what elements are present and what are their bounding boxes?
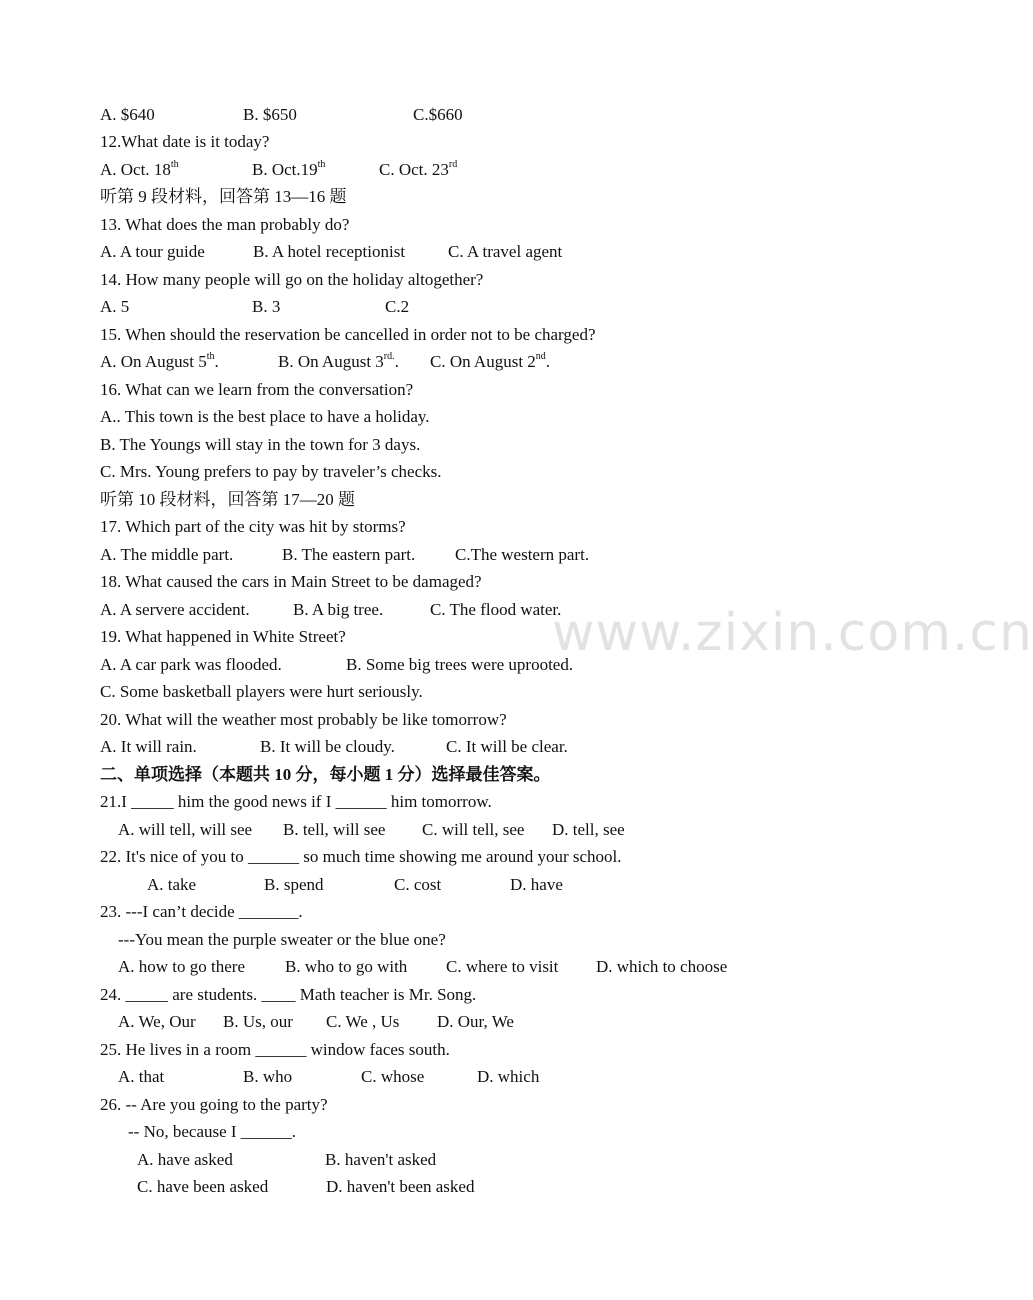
q15-stem: 15. When should the reservation be cancelled in order not to be charged? [100, 325, 596, 344]
part-2-heading: 二、单项选择（本题共 10 分，每小题 1 分）选择最佳答案。 [100, 765, 551, 784]
q14-option-c: C.2 [385, 297, 410, 316]
q21-option-c: C. will tell, see [422, 820, 525, 839]
q19-option-c: C. Some basketball players were hurt seriously. [100, 682, 423, 701]
q24-option-d: D. Our, We [437, 1012, 514, 1031]
q17-option-c: C.The western part. [455, 545, 590, 564]
section-9-heading: 听第 9 段材料，回答第 13—16 题 [100, 187, 347, 206]
q26-stem: 26. -- Are you going to the party? [100, 1095, 328, 1114]
q11-option-b: B. $650 [243, 105, 297, 124]
q25-option-a: A. that [118, 1067, 165, 1086]
q26-reply: -- No, because I ______. [128, 1122, 297, 1141]
watermark: www.zixin.com.cn [552, 603, 1033, 663]
q17-stem: 17. Which part of the city was hit by storms? [100, 517, 406, 536]
q26-option-b: B. haven't asked [325, 1150, 437, 1169]
q23-reply: ---You mean the purple sweater or the blue one? [118, 930, 446, 949]
q24-stem: 24. _____ are students. ____ Math teacher is Mr. Song. [100, 985, 477, 1004]
q19-option-b: B. Some big trees were uprooted. [346, 655, 574, 674]
q21-option-b: B. tell, will see [283, 820, 386, 839]
q18-option-c: C. The flood water. [430, 600, 562, 619]
q21-option-a: A. will tell, will see [118, 820, 253, 839]
q11-option-c: C.$660 [413, 105, 463, 124]
q24-option-b: B. Us, our [223, 1012, 293, 1031]
q19-stem: 19. What happened in White Street? [100, 627, 346, 646]
q23-option-b: B. who to go with [285, 957, 408, 976]
q15-option-a: A. On August 5th. [100, 351, 219, 371]
q17-option-b: B. The eastern part. [282, 545, 416, 564]
q22-option-a: A. take [147, 875, 197, 894]
q12-option-b: B. Oct.19th [252, 159, 326, 179]
q22-option-c: C. cost [394, 875, 442, 894]
q18-stem: 18. What caused the cars in Main Street to be damaged? [100, 572, 482, 591]
q18-option-b: B. A big tree. [293, 600, 384, 619]
q13-option-b: B. A hotel receptionist [253, 242, 406, 261]
q21-option-d: D. tell, see [552, 820, 625, 839]
q23-stem: 23. ---I can’t decide _______. [100, 902, 303, 921]
q15-option-c: C. On August 2nd. [430, 351, 551, 371]
q19-option-a: A. A car park was flooded. [100, 655, 282, 674]
q23-option-a: A. how to go there [118, 957, 246, 976]
q13-stem: 13. What does the man probably do? [100, 215, 350, 234]
q26-option-c: C. have been asked [137, 1177, 269, 1196]
q20-stem: 20. What will the weather most probably be like tomorrow? [100, 710, 507, 729]
q22-option-b: B. spend [264, 875, 324, 894]
q25-option-b: B. who [243, 1067, 293, 1086]
q22-option-d: D. have [510, 875, 563, 894]
q25-option-d: D. which [477, 1067, 540, 1086]
q26-option-a: A. have asked [137, 1150, 233, 1169]
q16-option-a: A.. This town is the best place to have a holiday. [100, 407, 430, 426]
q17-option-a: A. The middle part. [100, 545, 234, 564]
q14-stem: 14. How many people will go on the holiday altogether? [100, 270, 484, 289]
q20-option-a: A. It will rain. [100, 737, 197, 756]
q20-option-b: B. It will be cloudy. [260, 737, 395, 756]
q24-option-a: A. We, Our [118, 1012, 196, 1031]
q22-stem: 22. It's nice of you to ______ so much time showing me around your school. [100, 847, 622, 866]
q16-option-b: B. The Youngs will stay in the town for 3 days. [100, 435, 421, 454]
q15-option-b: B. On August $3^{rd.}$. [278, 351, 399, 371]
q12-option-a: A. Oct. 18th [100, 159, 179, 179]
q23-option-d: D. which to choose [596, 957, 728, 976]
q26-option-d: D. haven't been asked [326, 1177, 475, 1196]
q21-stem: 21.I _____ him the good news if I ______ him tomorrow. [100, 792, 492, 811]
q12-stem: 12.What date is it today? [100, 132, 270, 151]
q13-option-c: C. A travel agent [448, 242, 563, 261]
q14-option-b: B. 3 [252, 297, 281, 316]
q20-option-c: C. It will be clear. [446, 737, 568, 756]
q12-option-c: C. Oct. 23rd [379, 159, 458, 179]
q11-option-a: A. $640 [100, 105, 155, 124]
q18-option-a: A. A servere accident. [100, 600, 250, 619]
q16-option-c: C. Mrs. Young prefers to pay by traveler’s checks. [100, 462, 442, 481]
q13-option-a: A. A tour guide [100, 242, 205, 261]
section-10-heading: 听第 10 段材料，回答第 17—20 题 [100, 490, 355, 509]
q25-option-c: C. whose [361, 1067, 425, 1086]
q24-option-c: C. We , Us [326, 1012, 400, 1031]
q14-option-a: A. 5 [100, 297, 130, 316]
q25-stem: 25. He lives in a room ______ window faces south. [100, 1040, 450, 1059]
q16-stem: 16. What can we learn from the conversation? [100, 380, 414, 399]
q23-option-c: C. where to visit [446, 957, 559, 976]
